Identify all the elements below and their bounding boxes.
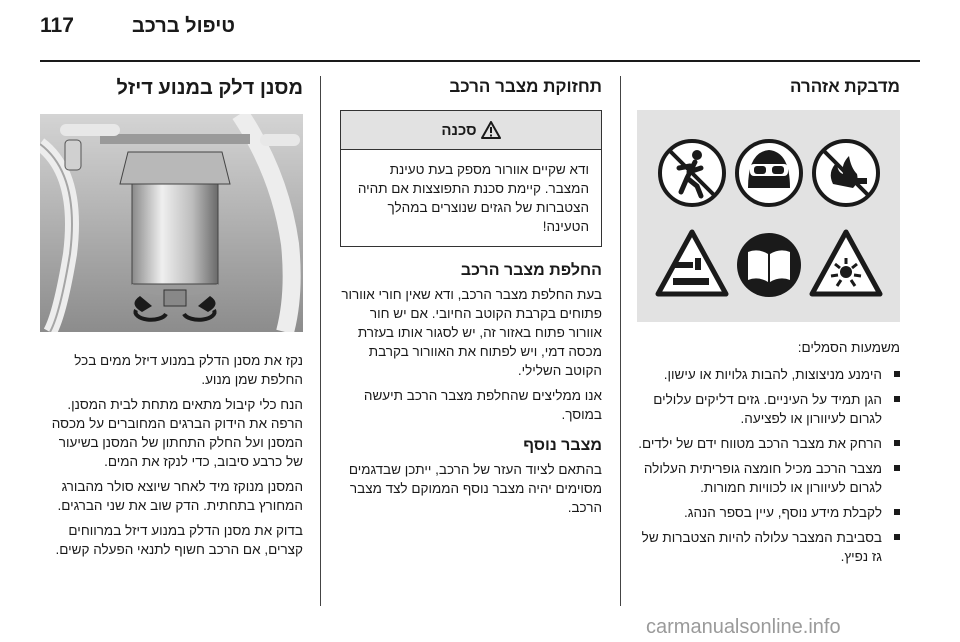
battery-replacement-text: בעת החלפת מצבר הרכב, ודא שאין חורי אוורור פתוחים בקרבת הקוטב החיובי. אם יש חור אוורור פתוח באזור זה, יש לסגור אותו בעזרת מכסה דמי, ויש לפתוח את האוורור בקרבת הקוטב השלילי. — [341, 287, 602, 378]
list-item: הימנע מניצוצות, להבות גלויות או עישון. — [637, 365, 900, 384]
additional-battery-text: בהתאם לציוד העזר של הרכב, ייתכן שבדגמים מסוימים יהיה מצבר נוסף הממוקם לצד מצבר הרכב. — [348, 462, 602, 515]
page-number: 117 — [40, 14, 74, 37]
acid-warning-icon — [655, 228, 729, 298]
diesel-fuel-filter-title: מסנן דלק במנוע דיזל — [116, 77, 303, 99]
warning-label-column — [637, 76, 900, 572]
warning-label-title: מדבקת אזהרה — [789, 77, 900, 96]
danger-header — [341, 111, 601, 150]
battery-maintenance-column — [340, 76, 602, 523]
list-item: בסביבת המצבר עלולה להיות הצטברות של גז נפיץ. — [637, 528, 900, 566]
additional-battery-title: מצבר נוסף — [523, 437, 602, 454]
column-separator-left — [320, 76, 321, 606]
warning-signs-panel — [637, 110, 900, 322]
header-rule — [40, 60, 920, 62]
no-children-icon — [657, 138, 727, 208]
battery-replacement-title: החלפת מצבר הרכב — [460, 262, 602, 279]
danger-text: ודא שקיים אוורור מספק בעת טעינת המצבר. קיימת סכנת התפוצצות אם תהיה הצטברות של הגזים שנוצרים במהלך הטעינה! — [357, 162, 589, 234]
warning-triangle-icon — [481, 121, 501, 139]
list-item: מצבר הרכב מכיל חומצה גופריתית העלולה לגרום לעיוורון או לכוויות חמורות. — [637, 459, 900, 497]
danger-title: סכנה — [441, 121, 477, 139]
fuel-filter-drain-text: נקז את מסנן הדלק במנוע דיזל ממים בכל החלפת שמן מנוע. — [74, 353, 303, 387]
battery-maintenance-title: תחזוקת מצבר הרכב — [449, 77, 602, 96]
fuel-filter-tighten-text: המסנן מנוקז מיד לאחר שיוצא סולר מהבורג המחורץ בתחתית. הדק שוב את שני הברגים. — [57, 479, 303, 513]
list-item: לקבלת מידע נוסף, עיין בספר הנהג. — [637, 503, 900, 522]
page-header — [40, 14, 920, 44]
list-item: הגן תמיד על העיניים. גזים דליקים עלולים לגרום לעיוורון או לפציעה. — [637, 390, 900, 428]
explosive-gas-icon — [809, 228, 883, 298]
fuel-filter-check-text: בדוק את מסנן הדלק במנוע דיזל במרווחים קצרים, אם הרכב חשוף לתנאי הפעלה קשים. — [55, 523, 303, 557]
diesel-fuel-filter-column — [40, 76, 303, 565]
signs-meaning-list — [637, 365, 900, 566]
chapter-title: טיפול ברכב — [132, 15, 236, 37]
battery-replacement-recommendation: אנו ממליצים שהחלפת מצבר הרכב תיעשה במוסך. — [363, 388, 602, 422]
list-item: הרחק את מצבר הרכב מטווח ידם של ילדים. — [637, 434, 900, 453]
no-smoking-fire-icon — [811, 138, 881, 208]
signs-meaning-label: משמעות הסמלים: — [797, 340, 900, 355]
fuel-filter-procedure-text: הנח כלי קיבול מתאים מתחת לבית המסנן. הרפה את הידוק הברגים המחוברים על מכסה המסנן ועל החלק התחתון של המסנן בשיעור של כרבע סיבוב, כדי לנקז את המים. — [51, 397, 303, 469]
column-separator-right — [620, 76, 621, 606]
eye-protection-icon — [734, 138, 804, 208]
danger-box — [340, 110, 602, 247]
fuel-filter-image — [40, 114, 303, 332]
watermark: carmanualsonline.info — [646, 616, 841, 638]
read-manual-icon — [734, 230, 804, 300]
